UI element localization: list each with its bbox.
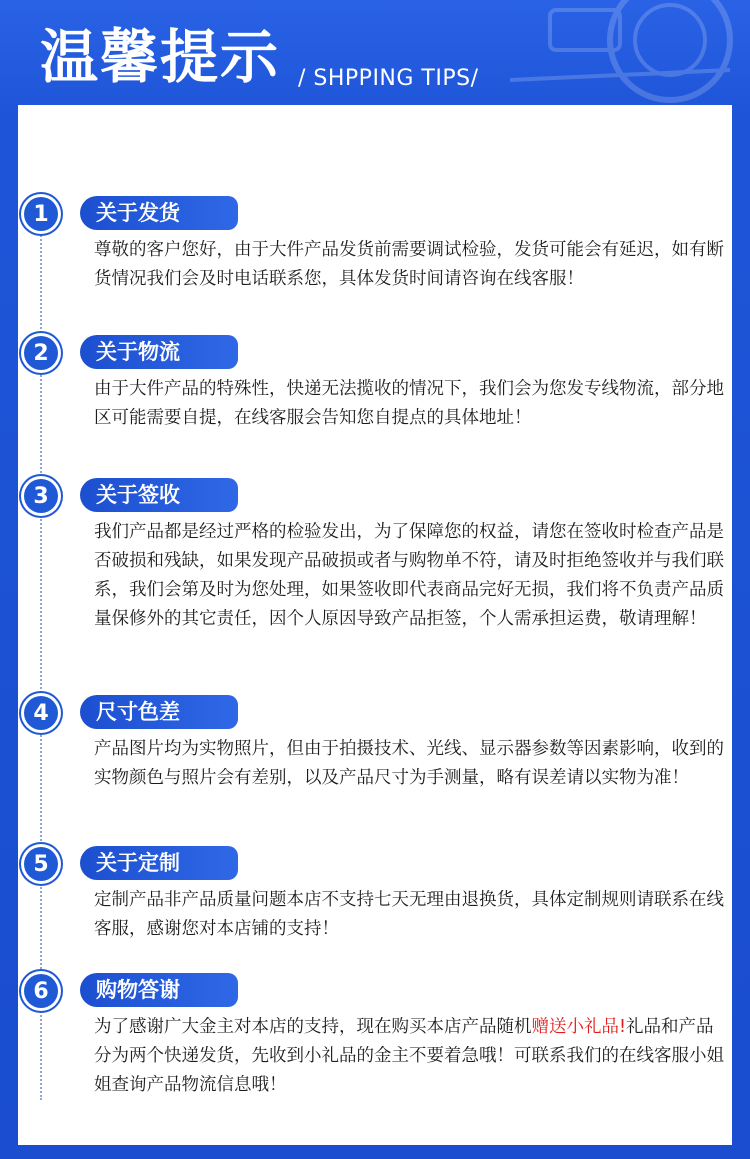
section-text: 产品图片均为实物照片，但由于拍摄技术、光线、显示器参数等因素影响，收到的实物颜色与照片会有差别，以及产品尺寸为手测量，略有误差请以实物为准！ bbox=[94, 739, 724, 788]
step-number-badge: 1 bbox=[24, 197, 58, 231]
page-subtitle: / SHPPING TIPS/ bbox=[298, 66, 479, 91]
section-text: 定制产品非产品质量问题本店不支持七天无理由退换货，具体定制规则请联系在线客服，感谢您对本店铺的支持！ bbox=[94, 890, 724, 939]
header-banner bbox=[0, 0, 750, 105]
page-title: 温馨提示 bbox=[40, 23, 281, 91]
section-title: 关于发货 bbox=[80, 196, 238, 230]
step-number-badge: 3 bbox=[24, 479, 58, 513]
section-text bbox=[94, 1013, 729, 1100]
section-title: 关于签收 bbox=[80, 478, 238, 512]
section-title: 尺寸色差 bbox=[80, 695, 238, 729]
text-after: 礼品和产品分为两个快递发货，先收到小礼品的金主不要着急哦！可联系我们的在线客服小姐姐查询产品物流信息哦！ bbox=[94, 1017, 724, 1095]
section-title: 购物答谢 bbox=[80, 973, 238, 1007]
section-title: 关于物流 bbox=[80, 335, 238, 369]
step-number-badge: 6 bbox=[24, 974, 58, 1008]
text-before: 为了感谢广大金主对本店的支持，现在购买本店产品随机 bbox=[94, 1017, 532, 1037]
section-title: 关于定制 bbox=[80, 846, 238, 880]
section-text: 我们产品都是经过严格的检验发出，为了保障您的权益，请您在签收时检查产品是否破损和残缺，如果发现产品破损或者与购物单不符，请及时拒绝签收并与我们联系，我们会第及时为您处理，如果签收即代表商品完好无损，我们将不负责产品质量保修外的其它责任，因个人原因导致产品拒签，个人需承担运费，敬请理解！ bbox=[94, 522, 724, 629]
decorative-pattern-icon bbox=[490, 0, 750, 105]
section-text: 尊敬的客户您好，由于大件产品发货前需要调试检验，发货可能会有延迟，如有断货情况我们会及时电话联系您，具体发货时间请咨询在线客服！ bbox=[94, 240, 724, 289]
section-text: 由于大件产品的特殊性，快递无法揽收的情况下，我们会为您发专线物流，部分地区可能需要自提，在线客服会告知您自提点的具体地址！ bbox=[94, 379, 724, 428]
step-number-badge: 2 bbox=[24, 336, 58, 370]
step-number-badge: 4 bbox=[24, 696, 58, 730]
gift-highlight: 赠送小礼品! bbox=[531, 1017, 627, 1037]
step-number-badge: 5 bbox=[24, 847, 58, 881]
